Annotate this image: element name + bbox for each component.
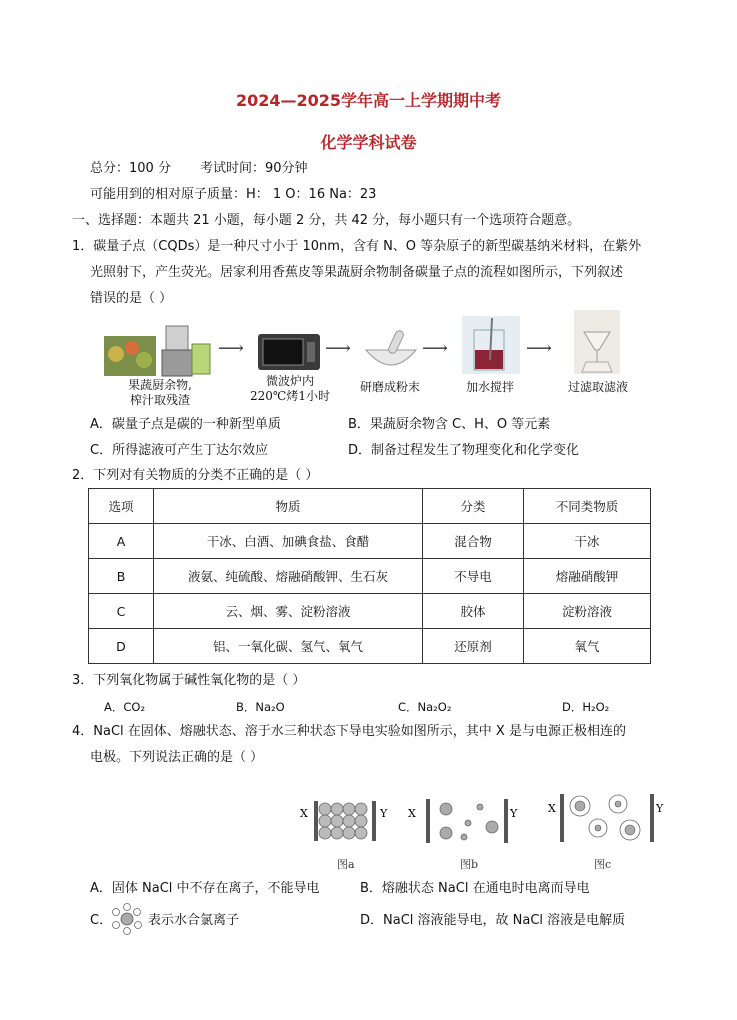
table-row: [89, 629, 651, 664]
figure-b-caption: 图b: [460, 858, 479, 871]
q1-option-b: B．果蔬厨余物含 C、H、O 等元素: [348, 417, 551, 432]
table-header-row: [89, 489, 651, 524]
table-cell: B: [89, 559, 154, 594]
table-header-cell: 不同类物质: [524, 489, 651, 524]
beaker-image: [462, 316, 520, 374]
electrode-y-label: Y: [656, 802, 664, 815]
table-header-cell: 选项: [89, 489, 154, 524]
table-header-cell: 分类: [423, 489, 524, 524]
electrode-x-label: X: [548, 802, 556, 815]
figure-c-diagram: [546, 788, 664, 848]
q1-line1: 1．碳量子点（CQDs）是一种尺寸小于 10nm，含有 N、O 等杂原子的新型碳基纳米材料，在紫外: [72, 239, 642, 254]
process-diagram: [100, 310, 640, 410]
table-cell: 混合物: [423, 524, 524, 559]
table-cell: 不导电: [423, 559, 524, 594]
table-cell: 熔融硝酸钾: [524, 559, 651, 594]
q3-option-b: B．Na₂O: [236, 700, 285, 714]
step-5-label: 过滤取滤液: [567, 380, 628, 394]
q3-stem: 3．下列氧化物属于碱性氧化物的是（ ）: [72, 673, 306, 688]
electrode-x-label: X: [300, 807, 308, 820]
q4-option-c: 表示水合氯离子: [148, 913, 240, 928]
hydrated-chloride-ion-icon: [110, 902, 144, 936]
table-cell: 淀粉溶液: [524, 594, 651, 629]
figure-c-caption: 图c: [594, 858, 612, 871]
exam-time: 考试时间：90分钟: [200, 161, 308, 176]
table-cell: 氧气: [524, 629, 651, 664]
table-cell: 云、烟、雾、淀粉溶液: [154, 594, 423, 629]
exam-subtitle: 化学学科试卷: [320, 133, 417, 152]
juicer-image: [104, 324, 214, 378]
step-4-label: 加水搅拌: [465, 380, 514, 394]
step-1-label-line2: 榨汁取残渣: [129, 393, 190, 407]
table-cell: 液氨、纯硫酸、熔融硝酸钾、生石灰: [154, 559, 423, 594]
q4-option-c-prefix: C．: [90, 913, 113, 928]
atomic-mass: 可能用到的相对原子质量：H： 1 O：16 Na：23: [90, 187, 377, 202]
step-2-label-line2: 220℃烤1小时: [250, 389, 330, 403]
section-heading: 一、选择题：本题共 21 小题，每小题 2 分，共 42 分，每小题只有一个选项符合题意。: [72, 213, 581, 228]
table-cell: D: [89, 629, 154, 664]
exam-title: 2024—2025学年高一上学期期中考: [235, 91, 502, 110]
table-cell: 干冰、白酒、加碘食盐、食醋: [154, 524, 423, 559]
q1-line3: 错误的是（ ）: [90, 291, 173, 306]
q4-option-a: A．固体 NaCl 中不存在离子，不能导电: [90, 881, 320, 896]
arrow-1: ⟶: [218, 338, 244, 359]
q4-option-b: B．熔融状态 NaCl 在通电时电离而导电: [360, 881, 590, 896]
step-1-label-line1: 果蔬厨余物,: [128, 378, 192, 392]
step-2-label-line1: 微波炉内: [265, 374, 314, 388]
table-row: [89, 594, 651, 629]
q2-table: [88, 488, 651, 664]
step-1-label: [110, 378, 210, 408]
mortar-image: [362, 328, 420, 374]
table-cell: 干冰: [524, 524, 651, 559]
step-2-label: [240, 374, 340, 404]
q1-option-d: D．制备过程发生了物理变化和化学变化: [348, 443, 580, 458]
arrow-4: ⟶: [526, 338, 552, 359]
q2-stem: 2．下列对有关物质的分类不正确的是（ ）: [72, 468, 319, 483]
q4-line1: 4．NaCl 在固体、熔融状态、溶于水三种状态下导电实验如图所示，其中 X 是与电源正极相连的: [72, 724, 626, 739]
q1-line2: 光照射下，产生荧光。居家利用香蕉皮等果蔬厨余物制备碳量子点的流程如图所示，下列叙述: [90, 265, 624, 280]
electrode-y-label: Y: [510, 807, 518, 820]
q1-option-a: A．碳量子点是碳的一种新型单质: [90, 417, 281, 432]
q3-option-d: D．H₂O₂: [562, 700, 610, 714]
electrode-y-label: Y: [380, 807, 388, 820]
table-row: [89, 559, 651, 594]
total-score: 总分：100 分: [90, 161, 171, 176]
table-cell: A: [89, 524, 154, 559]
table-cell: 铝、一氧化碳、氢气、氧气: [154, 629, 423, 664]
q3-option-a: A．CO₂: [104, 700, 146, 714]
q4-option-d: D．NaCl 溶液能导电，故 NaCl 溶液是电解质: [360, 913, 626, 928]
q1-option-c: C．所得滤液可产生丁达尔效应: [90, 443, 269, 458]
arrow-2: ⟶: [325, 338, 351, 359]
table-cell: 胶体: [423, 594, 524, 629]
figure-a-diagram: [300, 795, 390, 847]
step-3-label: 研磨成粉末: [359, 380, 420, 394]
q4-line2: 电极。下列说法正确的是（ ）: [90, 750, 264, 765]
electrode-x-label: X: [408, 807, 416, 820]
table-cell: C: [89, 594, 154, 629]
arrow-3: ⟶: [422, 338, 448, 359]
table-header-cell: 物质: [154, 489, 423, 524]
figure-b-diagram: [406, 795, 516, 847]
figure-a-caption: 图a: [337, 858, 355, 871]
table-row: [89, 524, 651, 559]
q3-option-c: C．Na₂O₂: [398, 700, 452, 714]
table-cell: 还原剂: [423, 629, 524, 664]
microwave-image: [258, 332, 322, 372]
filter-funnel-image: [574, 310, 620, 374]
